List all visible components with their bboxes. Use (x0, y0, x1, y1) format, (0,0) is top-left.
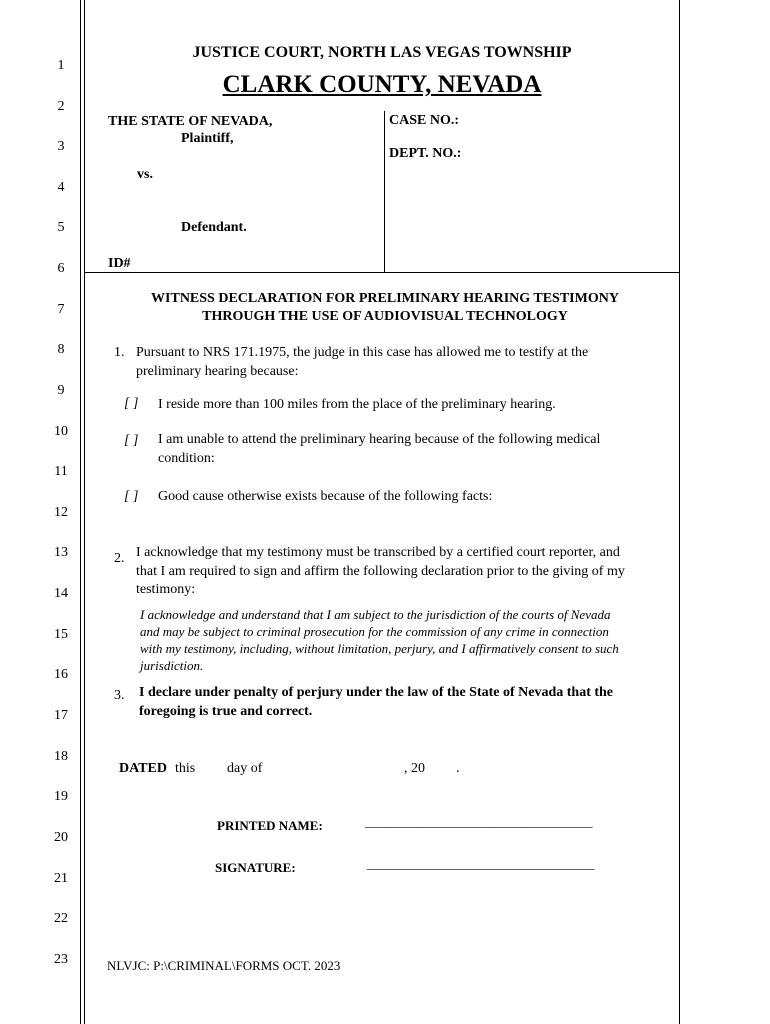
item-3-text-line-1: I declare under penalty of perjury under the law of the State of Nevada that the (139, 685, 614, 700)
dated-period: . (456, 761, 460, 776)
line-number: 21 (54, 871, 68, 886)
line-number: 5 (57, 220, 65, 235)
declaration-line-4: jurisdiction. (140, 658, 204, 673)
court-name: JUSTICE COURT, NORTH LAS VEGAS TOWNSHIP (192, 44, 572, 61)
case-number-label: CASE NO.: (389, 113, 460, 128)
checkbox-medical[interactable]: [ ] (124, 433, 139, 448)
line-number: 15 (54, 627, 68, 642)
line-number: 13 (54, 545, 68, 560)
line-number: 17 (54, 708, 68, 723)
item-3-number: 3. (114, 688, 125, 703)
line-number: 20 (54, 830, 68, 845)
line-number: 11 (54, 464, 68, 479)
dated-year: , 20 (404, 761, 425, 776)
line-number: 3 (57, 139, 65, 154)
declaration-line-1: I acknowledge and understand that I am subject to the jurisdiction of the courts of Nevada (140, 607, 611, 622)
item-2-text-line-1: I acknowledge that my testimony must be transcribed by a certified court reporter, and (136, 545, 620, 560)
margin-rule-right (679, 0, 680, 1024)
line-number: 12 (54, 505, 68, 520)
item-1-text-line-1: Pursuant to NRS 171.1975, the judge in this case has allowed me to testify at the (136, 345, 589, 360)
item-3-text-line-2: foregoing is true and correct. (139, 704, 313, 719)
checkbox-distance[interactable]: [ ] (124, 396, 139, 411)
line-number: 8 (57, 342, 65, 357)
line-number: 22 (54, 911, 68, 926)
footer-form-id: NLVJC: P:\CRIMINAL\FORMS OCT. 2023 (107, 958, 341, 973)
printed-name-label: PRINTED NAME: (217, 818, 323, 833)
id-label: ID# (108, 256, 131, 271)
line-number: 16 (54, 667, 68, 682)
line-number: 7 (57, 302, 65, 317)
line-number: 18 (54, 749, 68, 764)
checkbox-good-cause[interactable]: [ ] (124, 489, 139, 504)
document-title-line-2: THROUGH THE USE OF AUDIOVISUAL TECHNOLOGY (202, 309, 568, 324)
declaration-line-2: and may be subject to criminal prosecution for the commission of any crime in connection (140, 624, 609, 639)
plaintiff-name: THE STATE OF NEVADA, (108, 114, 273, 129)
dated-this: this (175, 761, 196, 776)
line-number: 1 (57, 58, 65, 73)
line-number: 2 (57, 99, 65, 114)
margin-rule-outer (80, 0, 81, 1024)
option-medical-text-line-2: condition: (158, 451, 215, 466)
caption-bottom-rule (85, 272, 679, 273)
line-number: 23 (54, 952, 68, 967)
option-medical-text-line-1: I am unable to attend the preliminary hearing because of the following medical (158, 432, 601, 447)
item-2-text-line-3: testimony: (136, 582, 196, 597)
plaintiff-label: Plaintiff, (181, 131, 234, 146)
dated-label: DATED (119, 761, 167, 776)
item-2-number: 2. (114, 551, 125, 566)
line-number: 4 (57, 180, 65, 195)
item-2-text-line-2: that I am required to sign and affirm the following declaration prior to the giving of my (136, 564, 625, 579)
margin-rule-inner (84, 0, 85, 1024)
option-good-cause-text: Good cause otherwise exists because of the following facts: (158, 489, 493, 504)
county-title: CLARK COUNTY, NEVADA (222, 71, 542, 98)
item-1-number: 1. (114, 345, 125, 360)
declaration-line-3: with my testimony, including, without limitation, perjury, and I affirmatively consent to such (140, 641, 619, 656)
line-number: 19 (54, 789, 68, 804)
signature-label: SIGNATURE: (215, 860, 296, 875)
versus-label: vs. (137, 167, 153, 182)
line-number: 6 (57, 261, 65, 276)
dated-day-of: day of (227, 761, 263, 776)
line-number: 9 (57, 383, 65, 398)
department-number-label: DEPT. NO.: (389, 146, 462, 161)
document-title-line-1: WITNESS DECLARATION FOR PRELIMINARY HEARING TESTIMONY (151, 291, 619, 306)
signature-line[interactable]: ___________________________________ (367, 856, 595, 871)
caption-divider (384, 111, 385, 272)
option-distance-text: I reside more than 100 miles from the place of the preliminary hearing. (158, 397, 556, 412)
printed-name-line[interactable]: ___________________________________ (365, 814, 593, 829)
line-number: 14 (54, 586, 68, 601)
line-number: 10 (54, 424, 68, 439)
defendant-label: Defendant. (181, 220, 247, 235)
item-1-text-line-2: preliminary hearing because: (136, 364, 299, 379)
